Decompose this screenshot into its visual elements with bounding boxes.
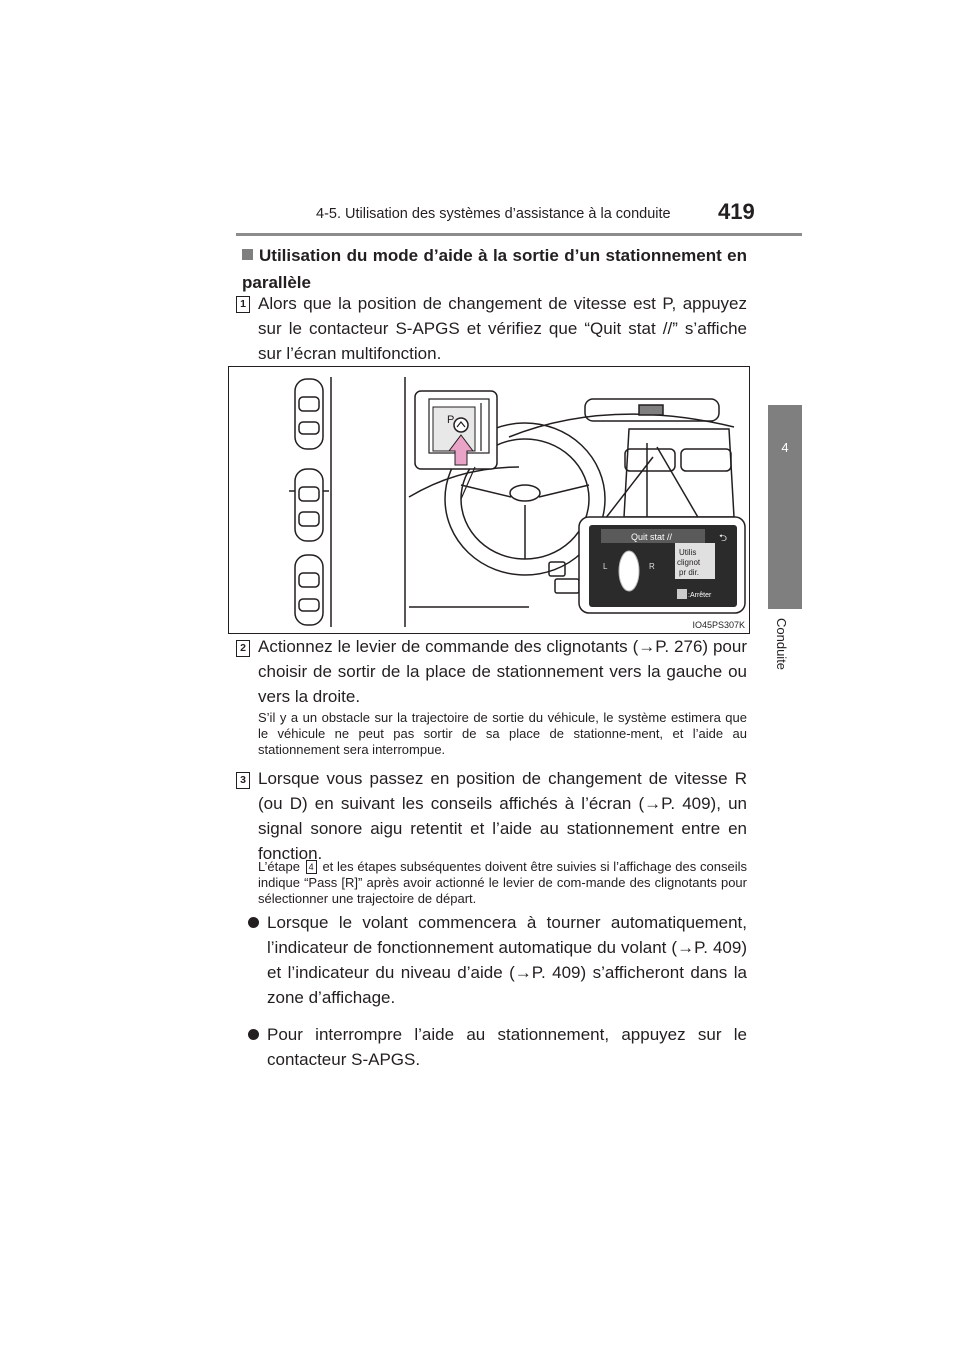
step-2-text: Actionnez le levier de commande des clignotants (→P. 276) pour choisir de sortir de la place de stationnement vers la gauche ou vers la droite. [258,637,747,706]
step-badge-1: 1 [236,296,250,313]
parked-car-rear-icon [295,555,323,625]
screen-left-label: L [603,562,608,571]
page-number: 419 [718,199,755,224]
screen-stop-label: :Arrêter [688,592,712,599]
bullet-item-1 [248,910,747,1010]
header-title: 4-5. Utilisation des systèmes d’assistance à la conduite [316,206,671,222]
square-bullet-icon [242,249,253,260]
screen-hint-line-1: Utilis [679,548,697,557]
header-rule [236,233,802,236]
step-reference-badge: 4 [306,860,317,874]
step-3-text: Lorsque vous passez en position de changement de vitesse R (ou D) en suivant les conseils affichés à l’écran (→P. 409), un signal sonore aigu retentit et l’aide au stationnement entre en fonction. [258,769,747,863]
step-badge-2: 2 [236,640,250,657]
section-title-text: Utilisation du mode d’aide à la sortie d’un stationnement en parallèle [242,246,747,292]
screen-hint-line-2: clignot [677,558,701,567]
step-badge-3: 3 [236,772,250,789]
step-3-note-rest: et les étapes subséquentes doivent être suivies si l’affichage des conseils indique “Pass [R]” après avoir actionné le levier de com-mande des clignotants pour sélectionner une trajectoire de départ. [258,859,747,906]
step-3-note-start: L’étape [258,859,300,874]
figure-code: IO45PS307K [692,620,745,630]
illustration [228,366,750,634]
section-title [242,242,747,296]
screen-hint-line-3: pr dir. [679,568,700,577]
svg-text:⮌: ⮌ [719,533,728,544]
multi-information-display [579,517,745,613]
screen-title: Quit stat // [631,532,673,542]
bullet-item-2 [248,1022,747,1072]
chapter-label: Conduite [774,618,789,671]
s-apgs-switch-callout [415,391,497,499]
button-label: P [447,414,455,426]
chapter-tab [768,405,802,609]
bullet-icon [248,917,259,928]
parked-car-front-icon [295,379,323,449]
chapter-number: 4 [781,440,789,455]
step-1-text: Alors que la position de changement de vitesse est P, appuyez sur le contacteur S-APGS et vérifiez que “Quit stat //” s’affiche sur l’écran multifonction. [258,294,747,363]
own-car-icon [289,469,329,541]
screen-right-label: R [649,562,655,571]
bullet-icon [248,1029,259,1040]
step-2-note: S’il y a un obstacle sur la trajectoire de sortie du véhicule, le système estimera que le véhicule ne peut pas sortir de sa place de stationne-ment, et l’aide au stationnement sera interrompue. [258,710,747,757]
step-3-note [258,859,747,907]
bullet-text-1: Lorsque le volant commencera à tourner automatiquement, l’indicateur de fonctionnement automatique du volant (→P. 409) et l’indicateur du niveau d’aide (→P. 409) s’afficheront dans la zone d’affichage. [267,913,747,1007]
bullet-text-2: Pour interrompre l’aide au stationnement, appuyez sur le contacteur S-APGS. [267,1025,747,1069]
parking-exit-illustration [229,367,749,633]
